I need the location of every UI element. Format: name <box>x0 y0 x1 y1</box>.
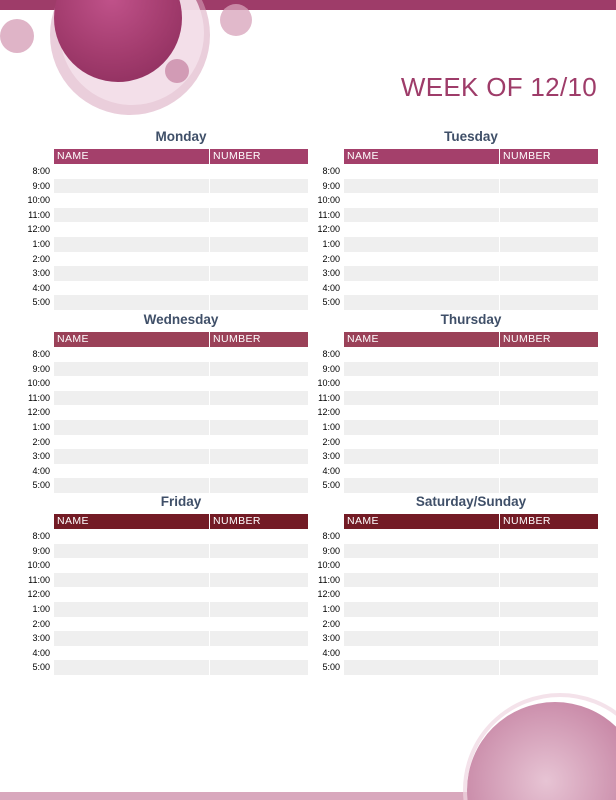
number-cell[interactable] <box>500 435 598 450</box>
time-label: 10:00 <box>317 195 340 206</box>
number-cell[interactable] <box>500 295 598 310</box>
name-cell[interactable] <box>344 164 500 179</box>
time-label: 3:00 <box>32 451 50 462</box>
number-cell[interactable] <box>210 587 308 602</box>
time-label: 11:00 <box>28 574 50 585</box>
name-cell[interactable] <box>344 208 500 223</box>
time-slot-row <box>32 544 308 559</box>
time-slot-row <box>322 660 598 675</box>
name-cell[interactable] <box>54 252 210 267</box>
time-label: 1:00 <box>32 603 50 614</box>
name-column-header: NAME <box>344 149 500 164</box>
deco-circle-corner <box>467 702 616 800</box>
number-cell[interactable] <box>500 266 598 281</box>
time-label: 8:00 <box>322 349 340 359</box>
deco-circle-outer <box>50 0 210 115</box>
time-rows <box>27 347 308 493</box>
number-cell[interactable] <box>210 558 308 573</box>
name-cell[interactable] <box>54 573 210 588</box>
time-slot-row <box>322 646 598 661</box>
name-column-header: NAME <box>344 332 500 347</box>
name-cell[interactable] <box>344 435 500 450</box>
name-cell[interactable] <box>54 362 210 377</box>
day-block <box>27 312 308 493</box>
time-slot-row <box>27 222 308 237</box>
number-cell[interactable] <box>500 347 598 362</box>
number-cell[interactable] <box>210 420 308 435</box>
time-rows <box>27 529 308 675</box>
time-slot-row <box>322 529 598 544</box>
name-cell[interactable] <box>344 391 500 406</box>
time-label: 12:00 <box>317 589 340 600</box>
time-slot-row <box>322 252 598 267</box>
name-cell[interactable] <box>54 558 210 573</box>
number-column-header: NUMBER <box>500 149 598 164</box>
number-cell[interactable] <box>500 646 598 661</box>
name-cell[interactable] <box>344 573 500 588</box>
time-label: 3:00 <box>32 268 50 279</box>
number-cell[interactable] <box>210 281 308 296</box>
deco-circle-corner-halo <box>465 695 616 800</box>
number-cell[interactable] <box>500 631 598 646</box>
time-rows <box>317 347 598 493</box>
name-cell[interactable] <box>54 587 210 602</box>
day-block <box>317 312 598 493</box>
number-cell[interactable] <box>210 660 308 675</box>
time-slot-row <box>322 544 598 559</box>
time-label: 4:00 <box>322 282 340 293</box>
time-slot-row <box>318 573 598 588</box>
deco-circle-main <box>54 0 182 82</box>
name-cell[interactable] <box>54 164 210 179</box>
time-slot-row <box>322 362 598 377</box>
number-column-header: NUMBER <box>210 149 308 164</box>
name-cell[interactable] <box>54 237 210 252</box>
number-cell[interactable] <box>500 362 598 377</box>
time-label: 11:00 <box>318 392 340 403</box>
deco-circle-small-left <box>0 19 34 53</box>
time-slot-row <box>27 558 308 573</box>
time-label: 9:00 <box>32 545 50 556</box>
time-label: 12:00 <box>27 407 50 418</box>
name-column-header: NAME <box>54 514 210 529</box>
time-slot-row <box>32 179 308 194</box>
name-cell[interactable] <box>344 179 500 194</box>
number-cell[interactable] <box>210 376 308 391</box>
number-cell[interactable] <box>500 587 598 602</box>
name-cell[interactable] <box>344 544 500 559</box>
time-slot-row <box>322 478 598 493</box>
number-cell[interactable] <box>210 252 308 267</box>
name-cell[interactable] <box>54 295 210 310</box>
number-cell[interactable] <box>210 405 308 420</box>
number-cell[interactable] <box>210 449 308 464</box>
day-label: Monday <box>155 129 207 144</box>
time-slot-row <box>322 237 598 252</box>
time-slot-row <box>317 405 598 420</box>
number-cell[interactable] <box>500 179 598 194</box>
number-cell[interactable] <box>210 617 308 632</box>
name-cell[interactable] <box>54 281 210 296</box>
time-slot-row <box>322 435 598 450</box>
number-cell[interactable] <box>500 573 598 588</box>
name-cell[interactable] <box>54 660 210 675</box>
column-header-row <box>54 149 308 164</box>
time-slot-row <box>28 208 308 223</box>
day-label: Tuesday <box>444 129 498 144</box>
time-label: 4:00 <box>322 647 340 658</box>
time-slot-row <box>32 464 308 479</box>
number-column-header: NUMBER <box>500 514 598 529</box>
name-cell[interactable] <box>54 376 210 391</box>
time-rows <box>317 164 598 310</box>
number-cell[interactable] <box>500 660 598 675</box>
time-label: 4:00 <box>32 465 50 476</box>
name-cell[interactable] <box>54 222 210 237</box>
name-cell[interactable] <box>344 631 500 646</box>
name-cell[interactable] <box>344 646 500 661</box>
time-label: 5:00 <box>32 297 50 308</box>
name-cell[interactable] <box>54 179 210 194</box>
time-label: 8:00 <box>32 531 50 541</box>
name-cell[interactable] <box>344 376 500 391</box>
number-cell[interactable] <box>500 208 598 223</box>
number-cell[interactable] <box>210 222 308 237</box>
name-cell[interactable] <box>54 405 210 420</box>
number-cell[interactable] <box>210 164 308 179</box>
time-slot-row <box>317 222 598 237</box>
name-cell[interactable] <box>344 478 500 493</box>
time-rows <box>27 164 308 310</box>
time-label: 2:00 <box>32 253 50 264</box>
column-header-row <box>344 149 598 164</box>
time-slot-row <box>317 193 598 208</box>
time-slot-row <box>32 295 308 310</box>
number-cell[interactable] <box>210 391 308 406</box>
time-label: 2:00 <box>322 436 340 447</box>
name-column-header: NAME <box>54 332 210 347</box>
name-cell[interactable] <box>54 544 210 559</box>
time-slot-row <box>32 420 308 435</box>
time-label: 10:00 <box>27 378 50 389</box>
time-label: 9:00 <box>32 180 50 191</box>
number-cell[interactable] <box>210 478 308 493</box>
time-label: 8:00 <box>322 531 340 541</box>
time-slot-row <box>27 376 308 391</box>
number-cell[interactable] <box>210 602 308 617</box>
time-label: 9:00 <box>322 363 340 374</box>
name-cell[interactable] <box>54 266 210 281</box>
number-cell[interactable] <box>210 529 308 544</box>
time-label: 5:00 <box>322 297 340 308</box>
time-slot-row <box>318 391 598 406</box>
number-cell[interactable] <box>210 544 308 559</box>
time-label: 4:00 <box>322 465 340 476</box>
day-label: Thursday <box>440 312 502 327</box>
time-label: 4:00 <box>32 282 50 293</box>
time-slot-row <box>32 529 308 544</box>
time-slot-row <box>317 558 598 573</box>
name-cell[interactable] <box>54 631 210 646</box>
number-cell[interactable] <box>500 252 598 267</box>
time-label: 5:00 <box>32 662 50 673</box>
name-cell[interactable] <box>54 420 210 435</box>
time-slot-row <box>322 179 598 194</box>
time-slot-row <box>322 281 598 296</box>
time-label: 3:00 <box>32 633 50 644</box>
time-label: 4:00 <box>32 647 50 658</box>
column-header-row <box>54 514 308 529</box>
name-cell[interactable] <box>344 449 500 464</box>
column-header-row <box>344 514 598 529</box>
time-slot-row <box>317 587 598 602</box>
time-slot-row <box>322 464 598 479</box>
time-slot-row <box>322 617 598 632</box>
time-slot-row <box>32 449 308 464</box>
name-cell[interactable] <box>344 347 500 362</box>
time-slot-row <box>32 252 308 267</box>
number-cell[interactable] <box>500 193 598 208</box>
time-label: 12:00 <box>27 224 50 235</box>
number-cell[interactable] <box>210 631 308 646</box>
time-label: 11:00 <box>28 392 50 403</box>
time-slot-row <box>32 237 308 252</box>
time-label: 10:00 <box>317 378 340 389</box>
day-label: Friday <box>160 494 202 509</box>
time-slot-row <box>322 449 598 464</box>
time-slot-row <box>32 266 308 281</box>
time-slot-row <box>322 295 598 310</box>
number-cell[interactable] <box>500 164 598 179</box>
name-cell[interactable] <box>54 602 210 617</box>
time-label: 5:00 <box>32 480 50 491</box>
number-cell[interactable] <box>500 558 598 573</box>
number-cell[interactable] <box>500 449 598 464</box>
number-cell[interactable] <box>210 295 308 310</box>
time-label: 1:00 <box>32 421 50 432</box>
name-cell[interactable] <box>344 587 500 602</box>
time-slot-row <box>32 631 308 646</box>
number-cell[interactable] <box>210 266 308 281</box>
number-cell[interactable] <box>500 602 598 617</box>
number-cell[interactable] <box>210 237 308 252</box>
time-slot-row <box>32 602 308 617</box>
number-cell[interactable] <box>500 544 598 559</box>
time-slot-row <box>32 478 308 493</box>
time-label: 5:00 <box>322 480 340 491</box>
time-label: 3:00 <box>322 268 340 279</box>
number-column-header: NUMBER <box>210 514 308 529</box>
number-cell[interactable] <box>500 237 598 252</box>
time-label: 10:00 <box>27 195 50 206</box>
name-cell[interactable] <box>344 252 500 267</box>
name-cell[interactable] <box>344 558 500 573</box>
number-cell[interactable] <box>500 529 598 544</box>
name-cell[interactable] <box>54 646 210 661</box>
time-slot-row <box>322 420 598 435</box>
number-cell[interactable] <box>500 420 598 435</box>
time-slot-row <box>322 602 598 617</box>
number-cell[interactable] <box>210 208 308 223</box>
time-slot-row <box>32 660 308 675</box>
time-label: 12:00 <box>317 407 340 418</box>
page-title: WEEK OF 12/10 <box>400 72 597 102</box>
time-slot-row <box>32 164 308 179</box>
time-slot-row <box>32 347 308 362</box>
time-label: 1:00 <box>322 421 340 432</box>
top-accent-bar <box>0 0 616 10</box>
time-slot-row <box>322 347 598 362</box>
name-cell[interactable] <box>54 617 210 632</box>
time-slot-row <box>27 405 308 420</box>
name-cell[interactable] <box>344 281 500 296</box>
number-cell[interactable] <box>500 391 598 406</box>
time-slot-row <box>32 362 308 377</box>
time-label: 2:00 <box>322 253 340 264</box>
time-rows <box>317 529 598 675</box>
name-cell[interactable] <box>344 529 500 544</box>
day-block <box>27 494 308 675</box>
number-cell[interactable] <box>210 573 308 588</box>
number-cell[interactable] <box>210 179 308 194</box>
time-label: 11:00 <box>28 209 50 220</box>
time-slot-row <box>27 587 308 602</box>
day-label: Wednesday <box>143 312 219 327</box>
name-cell[interactable] <box>344 266 500 281</box>
time-slot-row <box>32 435 308 450</box>
deco-circle-small-bottom <box>165 59 189 83</box>
time-label: 2:00 <box>32 618 50 629</box>
time-label: 8:00 <box>322 166 340 176</box>
time-label: 11:00 <box>318 574 340 585</box>
time-label: 3:00 <box>322 633 340 644</box>
name-cell[interactable] <box>344 237 500 252</box>
name-cell[interactable] <box>54 193 210 208</box>
time-label: 12:00 <box>27 589 50 600</box>
number-cell[interactable] <box>210 193 308 208</box>
number-cell[interactable] <box>500 617 598 632</box>
name-cell[interactable] <box>54 435 210 450</box>
number-cell[interactable] <box>210 464 308 479</box>
day-block <box>317 129 598 310</box>
number-cell[interactable] <box>500 376 598 391</box>
name-cell[interactable] <box>54 529 210 544</box>
time-label: 9:00 <box>322 180 340 191</box>
time-slot-row <box>32 617 308 632</box>
name-column-header: NAME <box>54 149 210 164</box>
name-cell[interactable] <box>344 295 500 310</box>
name-cell[interactable] <box>344 464 500 479</box>
number-cell[interactable] <box>210 347 308 362</box>
time-label: 1:00 <box>32 238 50 249</box>
time-slot-row <box>32 281 308 296</box>
time-slot-row <box>28 573 308 588</box>
name-cell[interactable] <box>344 193 500 208</box>
column-header-row <box>54 332 308 347</box>
time-slot-row <box>27 193 308 208</box>
time-slot-row <box>322 164 598 179</box>
time-label: 1:00 <box>322 603 340 614</box>
number-cell[interactable] <box>210 362 308 377</box>
time-label: 2:00 <box>322 618 340 629</box>
time-slot-row <box>322 631 598 646</box>
number-cell[interactable] <box>210 435 308 450</box>
name-cell[interactable] <box>54 347 210 362</box>
time-slot-row <box>317 376 598 391</box>
name-cell[interactable] <box>54 391 210 406</box>
name-cell[interactable] <box>344 362 500 377</box>
name-cell[interactable] <box>54 449 210 464</box>
time-label: 8:00 <box>32 349 50 359</box>
number-cell[interactable] <box>210 646 308 661</box>
bottom-accent-bar <box>0 792 616 800</box>
day-block <box>27 129 308 310</box>
time-label: 5:00 <box>322 662 340 673</box>
number-cell[interactable] <box>500 405 598 420</box>
number-cell[interactable] <box>500 464 598 479</box>
name-cell[interactable] <box>344 660 500 675</box>
time-label: 9:00 <box>322 545 340 556</box>
time-label: 12:00 <box>317 224 340 235</box>
time-label: 2:00 <box>32 436 50 447</box>
number-column-header: NUMBER <box>500 332 598 347</box>
name-cell[interactable] <box>344 420 500 435</box>
name-cell[interactable] <box>54 464 210 479</box>
name-cell[interactable] <box>54 478 210 493</box>
name-cell[interactable] <box>54 208 210 223</box>
time-label: 11:00 <box>318 209 340 220</box>
name-cell[interactable] <box>344 617 500 632</box>
day-block <box>317 494 598 675</box>
time-slot-row <box>28 391 308 406</box>
number-column-header: NUMBER <box>210 332 308 347</box>
name-cell[interactable] <box>344 405 500 420</box>
time-label: 3:00 <box>322 451 340 462</box>
deco-circle-ring <box>60 0 204 105</box>
time-slot-row <box>322 266 598 281</box>
time-label: 8:00 <box>32 166 50 176</box>
name-column-header: NAME <box>344 514 500 529</box>
column-header-row <box>344 332 598 347</box>
day-label: Saturday/Sunday <box>415 494 527 509</box>
time-label: 10:00 <box>27 560 50 571</box>
time-label: 10:00 <box>317 560 340 571</box>
number-cell[interactable] <box>500 222 598 237</box>
time-label: 1:00 <box>322 238 340 249</box>
name-cell[interactable] <box>344 602 500 617</box>
time-label: 9:00 <box>32 363 50 374</box>
time-slot-row <box>32 646 308 661</box>
number-cell[interactable] <box>500 281 598 296</box>
time-slot-row <box>318 208 598 223</box>
number-cell[interactable] <box>500 478 598 493</box>
name-cell[interactable] <box>344 222 500 237</box>
